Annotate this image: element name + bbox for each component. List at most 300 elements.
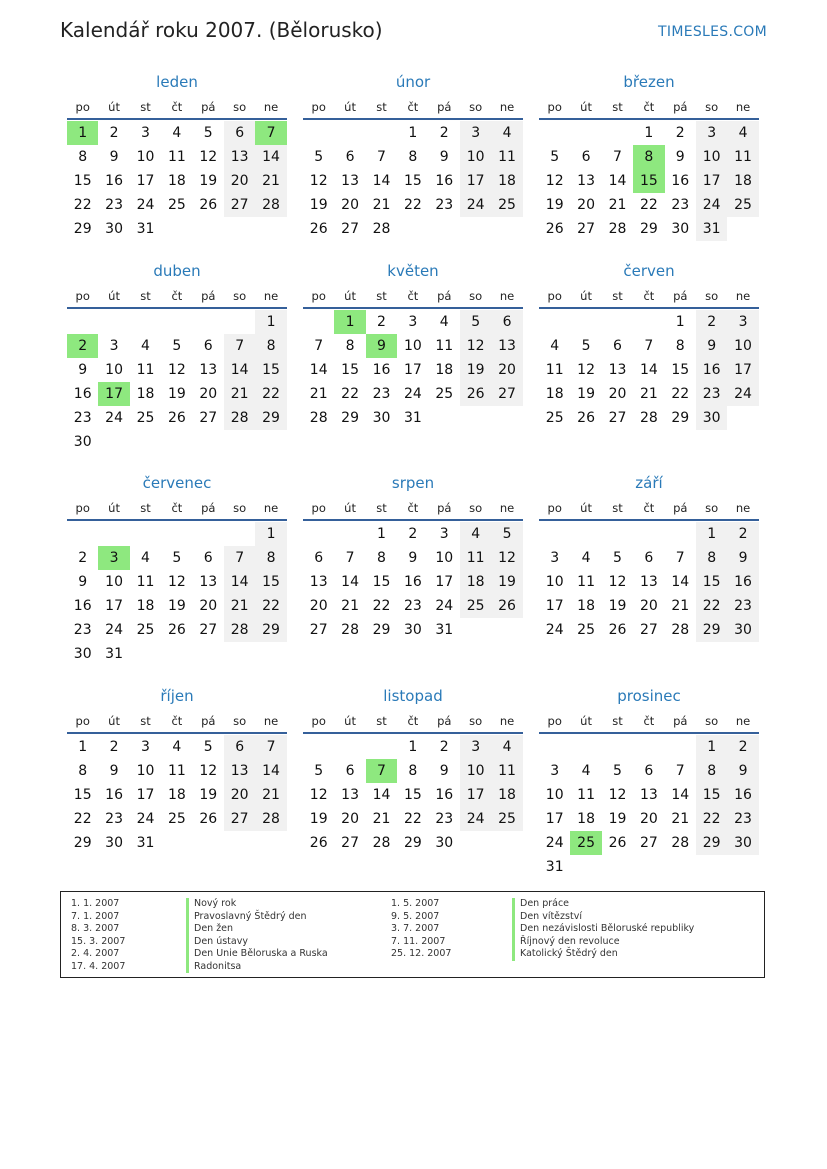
day-cell: 10	[545, 574, 564, 590]
day-cell: 18	[491, 783, 522, 807]
day-cell: 7	[613, 149, 622, 165]
legend-row: Pravoslavný Štědrý den	[194, 910, 307, 922]
day-cell: 22	[671, 386, 690, 402]
legend-row: 15. 3. 2007	[71, 935, 126, 947]
month-6	[539, 261, 759, 430]
day-cell: 19	[167, 598, 186, 614]
day-cell: 3	[408, 314, 418, 330]
weekday-label: po	[75, 501, 90, 515]
day-grid	[539, 522, 759, 642]
weekday-label: út	[108, 289, 120, 303]
day-cell: 28	[608, 221, 627, 237]
day-cell: 25	[167, 811, 186, 827]
day-cell: 13	[639, 574, 658, 590]
day-grid	[303, 310, 523, 430]
day-cell: 21	[255, 169, 286, 193]
day-cell: 27	[341, 835, 359, 851]
day-cell: 18	[460, 570, 491, 594]
day-cell: 1	[696, 522, 727, 546]
day-cell: 3	[460, 121, 491, 145]
day-cell: 19	[577, 386, 595, 402]
day-cell: 2	[675, 125, 685, 141]
day-cell: 16	[73, 386, 92, 402]
day-cell: 9	[439, 149, 449, 165]
weekday-header	[67, 710, 287, 734]
legend-row: Katolický Štědrý den	[520, 948, 618, 959]
month-7	[67, 473, 287, 666]
day-cell: 28	[671, 622, 690, 638]
day-cell: 3	[439, 526, 449, 542]
day-cell: 10	[696, 145, 727, 169]
day-cell: 7	[255, 735, 286, 759]
day-cell: 17	[403, 362, 422, 378]
day-cell: 13	[341, 173, 359, 189]
day-cell: 8	[255, 546, 286, 570]
day-cell: 7	[377, 149, 386, 165]
legend-row: 17. 4. 2007	[71, 960, 126, 972]
empty-cell	[303, 522, 334, 546]
holiday-legend	[60, 891, 765, 978]
day-cell: 16	[671, 173, 690, 189]
day-cell: 2	[439, 125, 449, 141]
day-cell: 24	[136, 197, 155, 213]
weekday-label: ne	[499, 289, 515, 303]
day-cell: 24	[105, 410, 123, 426]
day-cell: 17	[105, 598, 123, 614]
day-cell: 27	[309, 622, 328, 638]
day-cell: 26	[491, 594, 522, 618]
day-cell: 15	[403, 787, 422, 803]
month-name: leden	[156, 73, 198, 91]
empty-cell	[224, 522, 255, 546]
day-cell: 22	[372, 598, 391, 614]
day-cell: 19	[167, 386, 186, 402]
brand-link[interactable]: TIMESLES.COM	[658, 24, 767, 40]
day-cell: 23	[727, 807, 758, 831]
day-cell: 12	[167, 574, 186, 590]
day-cell: 8	[78, 149, 88, 165]
day-cell: 20	[309, 598, 328, 614]
day-cell: 23	[696, 382, 727, 406]
day-cell: 20	[341, 811, 359, 827]
day-cell: 9	[408, 550, 418, 566]
day-cell: 8	[696, 759, 727, 783]
weekday-label: so	[469, 100, 483, 114]
weekday-label: st	[376, 100, 387, 114]
weekday-label: so	[233, 501, 247, 515]
day-cell: 11	[491, 145, 522, 169]
empty-cell	[303, 735, 334, 759]
empty-cell	[130, 522, 161, 546]
day-cell: 18	[167, 173, 186, 189]
day-cell: 29	[255, 618, 286, 642]
day-cell: 8	[255, 334, 286, 358]
day-cell: 20	[577, 197, 595, 213]
empty-cell	[334, 121, 365, 145]
month-12	[539, 686, 759, 879]
day-cell: 4	[581, 550, 591, 566]
day-cell: 31	[136, 221, 155, 237]
weekday-label: ne	[735, 714, 751, 728]
day-cell: 7	[224, 546, 255, 570]
empty-cell	[602, 121, 633, 145]
day-cell: 31	[403, 410, 422, 426]
day-grid	[303, 522, 523, 642]
weekday-header	[67, 285, 287, 309]
day-cell: 29	[403, 835, 422, 851]
weekday-header	[303, 497, 523, 521]
weekday-label: út	[344, 501, 356, 515]
day-cell: 27	[199, 622, 218, 638]
day-cell: 6	[613, 338, 622, 354]
day-cell: 5	[203, 739, 213, 755]
day-cell: 8	[377, 550, 386, 566]
weekday-label: ne	[499, 100, 515, 114]
day-cell: 21	[372, 811, 391, 827]
legend-row: 9. 5. 2007	[391, 910, 440, 922]
weekday-label: so	[469, 501, 483, 515]
holiday-day: 9	[366, 334, 397, 358]
day-cell: 25	[435, 386, 454, 402]
day-cell: 18	[491, 169, 522, 193]
day-cell: 28	[224, 618, 255, 642]
legend-row: Nový rok	[194, 898, 237, 909]
weekday-label: čt	[643, 289, 655, 303]
day-grid	[67, 310, 287, 454]
weekday-label: st	[140, 714, 151, 728]
day-cell: 13	[224, 759, 255, 783]
weekday-label: út	[344, 714, 356, 728]
month-name: červenec	[142, 474, 212, 492]
day-cell: 18	[727, 169, 758, 193]
day-cell: 13	[577, 173, 595, 189]
month-name: únor	[395, 73, 431, 91]
day-cell: 1	[377, 526, 386, 542]
day-cell: 6	[644, 550, 654, 566]
day-cell: 5	[172, 338, 182, 354]
day-cell: 6	[314, 550, 324, 566]
day-cell: 18	[577, 598, 595, 614]
day-cell: 25	[491, 193, 522, 217]
day-grid	[539, 310, 759, 430]
day-cell: 12	[309, 787, 328, 803]
day-cell: 12	[608, 787, 627, 803]
day-cell: 14	[372, 173, 391, 189]
weekday-label: pá	[201, 501, 216, 515]
month-8	[303, 473, 523, 642]
holiday-day: 1	[334, 310, 365, 334]
weekday-label: pá	[437, 289, 452, 303]
day-cell: 14	[255, 145, 286, 169]
day-cell: 27	[608, 410, 627, 426]
day-cell: 10	[403, 338, 422, 354]
month-name: září	[635, 474, 663, 492]
day-cell: 13	[639, 787, 658, 803]
day-cell: 5	[172, 550, 182, 566]
day-cell: 8	[675, 338, 685, 354]
month-3	[539, 72, 759, 241]
weekday-label: po	[547, 289, 562, 303]
day-cell: 4	[491, 735, 522, 759]
month-name: listopad	[383, 687, 443, 705]
day-cell: 5	[581, 338, 591, 354]
empty-cell	[539, 735, 570, 759]
day-cell: 23	[403, 598, 422, 614]
day-cell: 13	[341, 787, 359, 803]
day-cell: 12	[167, 362, 186, 378]
month-11	[303, 686, 523, 855]
day-cell: 10	[105, 362, 123, 378]
day-cell: 27	[341, 221, 359, 237]
empty-cell	[130, 310, 161, 334]
empty-cell	[193, 310, 224, 334]
day-cell: 28	[372, 835, 391, 851]
weekday-label: so	[705, 100, 719, 114]
day-cell: 30	[435, 835, 454, 851]
day-cell: 6	[644, 763, 654, 779]
legend-row: 1. 1. 2007	[71, 898, 120, 909]
day-cell: 19	[545, 197, 564, 213]
weekday-label: po	[547, 714, 562, 728]
day-cell: 21	[608, 197, 627, 213]
empty-cell	[570, 735, 601, 759]
weekday-header	[539, 710, 759, 734]
day-cell: 31	[696, 217, 727, 241]
day-cell: 23	[727, 594, 758, 618]
legend-names-right	[512, 898, 694, 961]
day-cell: 27	[224, 807, 255, 831]
day-cell: 6	[345, 149, 355, 165]
day-cell: 30	[105, 221, 123, 237]
day-cell: 7	[345, 550, 355, 566]
weekday-label: ne	[263, 289, 279, 303]
day-cell: 9	[696, 334, 727, 358]
day-cell: 9	[727, 759, 758, 783]
day-cell: 29	[73, 835, 92, 851]
day-cell: 11	[460, 546, 491, 570]
empty-cell	[303, 310, 334, 334]
day-cell: 31	[435, 622, 454, 638]
day-cell: 24	[460, 193, 491, 217]
day-cell: 31	[105, 646, 123, 662]
day-cell: 28	[309, 410, 328, 426]
day-cell: 22	[403, 197, 422, 213]
month-2	[303, 72, 523, 241]
day-cell: 6	[491, 310, 522, 334]
day-cell: 28	[671, 835, 690, 851]
day-cell: 12	[199, 149, 218, 165]
day-cell: 29	[341, 410, 359, 426]
empty-cell	[602, 310, 633, 334]
day-cell: 9	[727, 546, 758, 570]
day-cell: 19	[199, 787, 218, 803]
day-cell: 14	[639, 362, 658, 378]
empty-cell	[539, 522, 570, 546]
day-cell: 14	[224, 358, 255, 382]
day-cell: 22	[255, 594, 286, 618]
day-cell: 27	[491, 382, 522, 406]
day-cell: 15	[73, 787, 92, 803]
day-cell: 25	[545, 410, 564, 426]
day-cell: 7	[675, 550, 685, 566]
empty-cell	[193, 522, 224, 546]
day-cell: 5	[550, 149, 560, 165]
day-cell: 25	[460, 594, 491, 618]
day-cell: 21	[255, 783, 286, 807]
weekday-header	[303, 285, 523, 309]
day-cell: 10	[727, 334, 758, 358]
weekday-label: so	[705, 501, 719, 515]
day-cell: 19	[491, 570, 522, 594]
day-cell: 1	[644, 125, 654, 141]
weekday-label: so	[233, 714, 247, 728]
day-cell: 12	[199, 763, 218, 779]
legend-row: 7. 11. 2007	[391, 935, 446, 947]
day-cell: 15	[403, 173, 422, 189]
empty-cell	[366, 735, 397, 759]
day-cell: 26	[608, 835, 627, 851]
day-cell: 2	[377, 314, 386, 330]
legend-row: 7. 1. 2007	[71, 910, 120, 922]
empty-cell	[570, 121, 601, 145]
day-cell: 27	[639, 835, 658, 851]
day-cell: 12	[491, 546, 522, 570]
day-cell: 25	[167, 197, 186, 213]
weekday-label: ne	[263, 714, 279, 728]
legend-row: Den ústavy	[194, 935, 248, 947]
empty-cell	[303, 121, 334, 145]
weekday-label: čt	[643, 100, 655, 114]
day-cell: 29	[639, 221, 658, 237]
day-cell: 6	[203, 338, 213, 354]
day-cell: 5	[491, 522, 522, 546]
day-cell: 8	[408, 763, 418, 779]
day-cell: 18	[435, 362, 454, 378]
day-cell: 5	[613, 550, 622, 566]
day-cell: 14	[372, 787, 391, 803]
empty-cell	[334, 522, 365, 546]
month-10	[67, 686, 287, 855]
day-cell: 13	[491, 334, 522, 358]
day-cell: 24	[403, 386, 422, 402]
empty-cell	[602, 735, 633, 759]
weekday-label: pá	[437, 714, 452, 728]
day-cell: 28	[224, 406, 255, 430]
day-cell: 9	[439, 763, 449, 779]
day-cell: 19	[460, 358, 491, 382]
day-cell: 11	[545, 362, 564, 378]
day-cell: 20	[639, 811, 658, 827]
day-cell: 21	[372, 197, 391, 213]
day-cell: 26	[309, 221, 328, 237]
day-cell: 12	[577, 362, 595, 378]
day-cell: 17	[460, 169, 491, 193]
day-cell: 26	[577, 410, 595, 426]
day-grid	[67, 735, 287, 855]
legend-names-left	[186, 898, 328, 973]
day-cell: 16	[73, 598, 92, 614]
empty-cell	[67, 522, 98, 546]
day-cell: 17	[435, 574, 454, 590]
day-cell: 3	[727, 310, 758, 334]
day-cell: 27	[199, 410, 218, 426]
day-cell: 29	[73, 221, 92, 237]
day-cell: 11	[167, 763, 186, 779]
day-cell: 26	[167, 410, 186, 426]
day-cell: 27	[639, 622, 658, 638]
day-cell: 21	[224, 382, 255, 406]
day-cell: 23	[105, 197, 123, 213]
day-grid	[303, 121, 523, 241]
empty-cell	[161, 310, 192, 334]
day-cell: 10	[460, 759, 491, 783]
day-cell: 22	[73, 197, 92, 213]
empty-cell	[539, 121, 570, 145]
day-cell: 10	[105, 574, 123, 590]
day-cell: 4	[172, 125, 182, 141]
weekday-label: út	[108, 100, 120, 114]
month-name: prosinec	[617, 687, 681, 705]
day-cell: 23	[105, 811, 123, 827]
day-cell: 8	[696, 546, 727, 570]
day-cell: 11	[435, 338, 454, 354]
weekday-label: čt	[171, 100, 183, 114]
day-cell: 5	[203, 125, 213, 141]
day-cell: 29	[255, 406, 286, 430]
day-cell: 28	[255, 807, 286, 831]
day-cell: 30	[671, 221, 690, 237]
day-cell: 15	[73, 173, 92, 189]
holiday-day: 3	[98, 546, 129, 570]
month-name: duben	[153, 262, 201, 280]
holiday-day: 25	[570, 831, 601, 855]
weekday-label: pá	[673, 100, 688, 114]
weekday-label: so	[233, 100, 247, 114]
day-cell: 9	[109, 763, 119, 779]
holiday-day: 7	[366, 759, 397, 783]
day-cell: 7	[675, 763, 685, 779]
day-cell: 16	[435, 787, 454, 803]
weekday-label: út	[580, 289, 592, 303]
day-cell: 11	[577, 574, 595, 590]
day-cell: 29	[671, 410, 690, 426]
day-cell: 30	[372, 410, 391, 426]
day-cell: 2	[439, 739, 449, 755]
weekday-label: so	[469, 289, 483, 303]
day-cell: 30	[105, 835, 123, 851]
day-cell: 4	[439, 314, 449, 330]
day-cell: 14	[309, 362, 328, 378]
empty-cell	[633, 310, 664, 334]
month-9	[539, 473, 759, 642]
day-cell: 1	[78, 739, 88, 755]
day-cell: 16	[372, 362, 391, 378]
day-cell: 20	[341, 197, 359, 213]
day-cell: 30	[727, 618, 758, 642]
day-cell: 15	[696, 570, 727, 594]
weekday-label: pá	[673, 289, 688, 303]
weekday-label: út	[344, 100, 356, 114]
legend-row: Říjnový den revoluce	[520, 935, 620, 947]
day-cell: 16	[727, 570, 758, 594]
day-cell: 24	[435, 598, 454, 614]
month-name: březen	[623, 73, 675, 91]
weekday-label: so	[233, 289, 247, 303]
day-cell: 12	[460, 334, 491, 358]
day-cell: 11	[136, 362, 155, 378]
day-cell: 13	[608, 362, 627, 378]
day-cell: 16	[105, 173, 123, 189]
